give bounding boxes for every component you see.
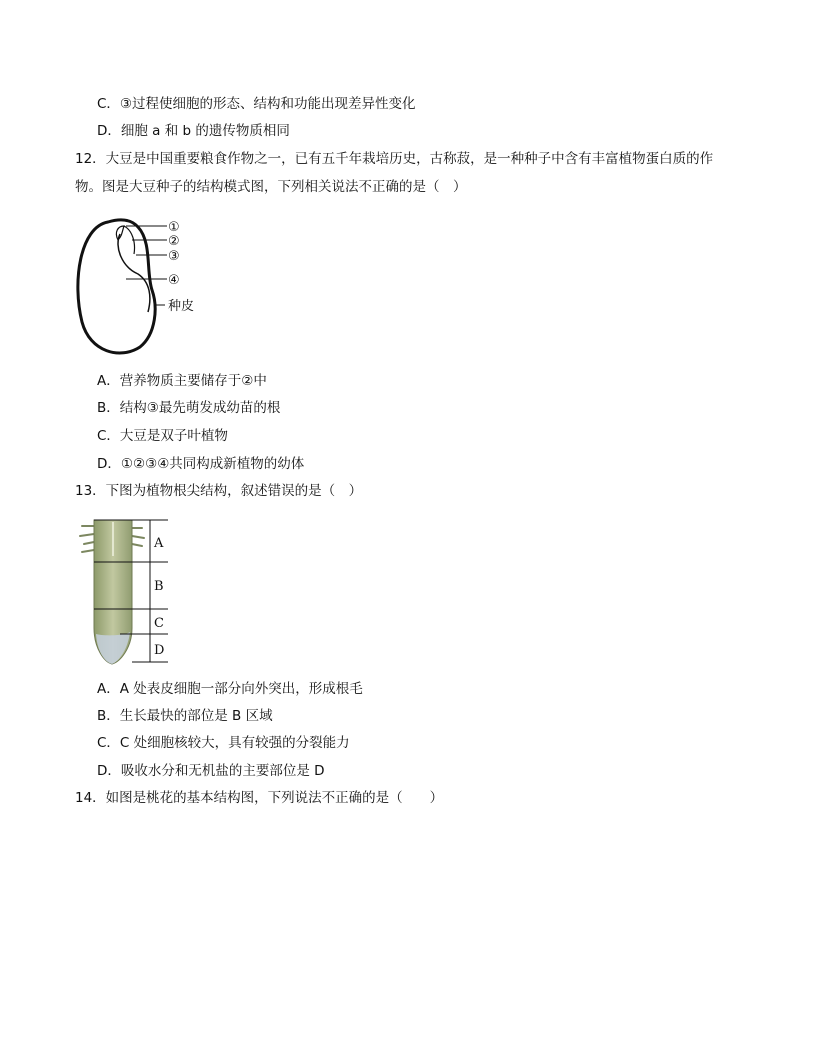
root-tip-figure xyxy=(72,516,182,666)
q12-stem-line1: 12．大豆是中国重要粮食作物之一，已有五千年栽培历史，古称菽，是一种种子中含有丰富植物蛋白质的作 xyxy=(75,151,714,167)
seed-label-seed-coat: 种皮 xyxy=(168,299,195,314)
q13-option-d: D．吸收水分和无机盐的主要部位是 D xyxy=(97,763,325,779)
root-label-a: A xyxy=(154,536,164,551)
q12-option-a: A．营养物质主要储存于②中 xyxy=(97,373,267,389)
seed-label-2: ② xyxy=(168,234,180,249)
root-label-b: B xyxy=(154,579,164,594)
q12-option-c: C．大豆是双子叶植物 xyxy=(97,428,228,444)
q12-option-d: D．①②③④共同构成新植物的幼体 xyxy=(97,456,305,472)
seed-label-4: ④ xyxy=(168,273,180,288)
seed-label-3: ③ xyxy=(168,249,180,264)
q13-option-b: B．生长最快的部位是 B 区域 xyxy=(97,708,273,724)
q13-option-a: A．A 处表皮细胞一部分向外突出，形成根毛 xyxy=(97,681,363,697)
root-cap xyxy=(96,632,130,664)
root-label-d: D xyxy=(154,643,165,658)
q11-option-c: C．③过程使细胞的形态、结构和功能出现差异性变化 xyxy=(97,96,416,112)
q12-stem-line2: 物。图是大豆种子的结构模式图，下列相关说法不正确的是（ ） xyxy=(75,179,467,195)
q14-stem: 14．如图是桃花的基本结构图，下列说法不正确的是（ ） xyxy=(75,790,444,806)
root-label-c: C xyxy=(154,616,164,631)
soybean-seed-figure xyxy=(60,212,230,362)
q11-option-d: D．细胞 a 和 b 的遗传物质相同 xyxy=(97,123,290,139)
q12-option-b: B．结构③最先萌发成幼苗的根 xyxy=(97,400,281,416)
q13-stem: 13．下图为植物根尖结构，叙述错误的是（ ） xyxy=(75,483,363,499)
plumule xyxy=(116,226,124,240)
seed-label-1: ① xyxy=(168,220,180,235)
q13-option-c: C．C 处细胞核较大，具有较强的分裂能力 xyxy=(97,735,350,751)
